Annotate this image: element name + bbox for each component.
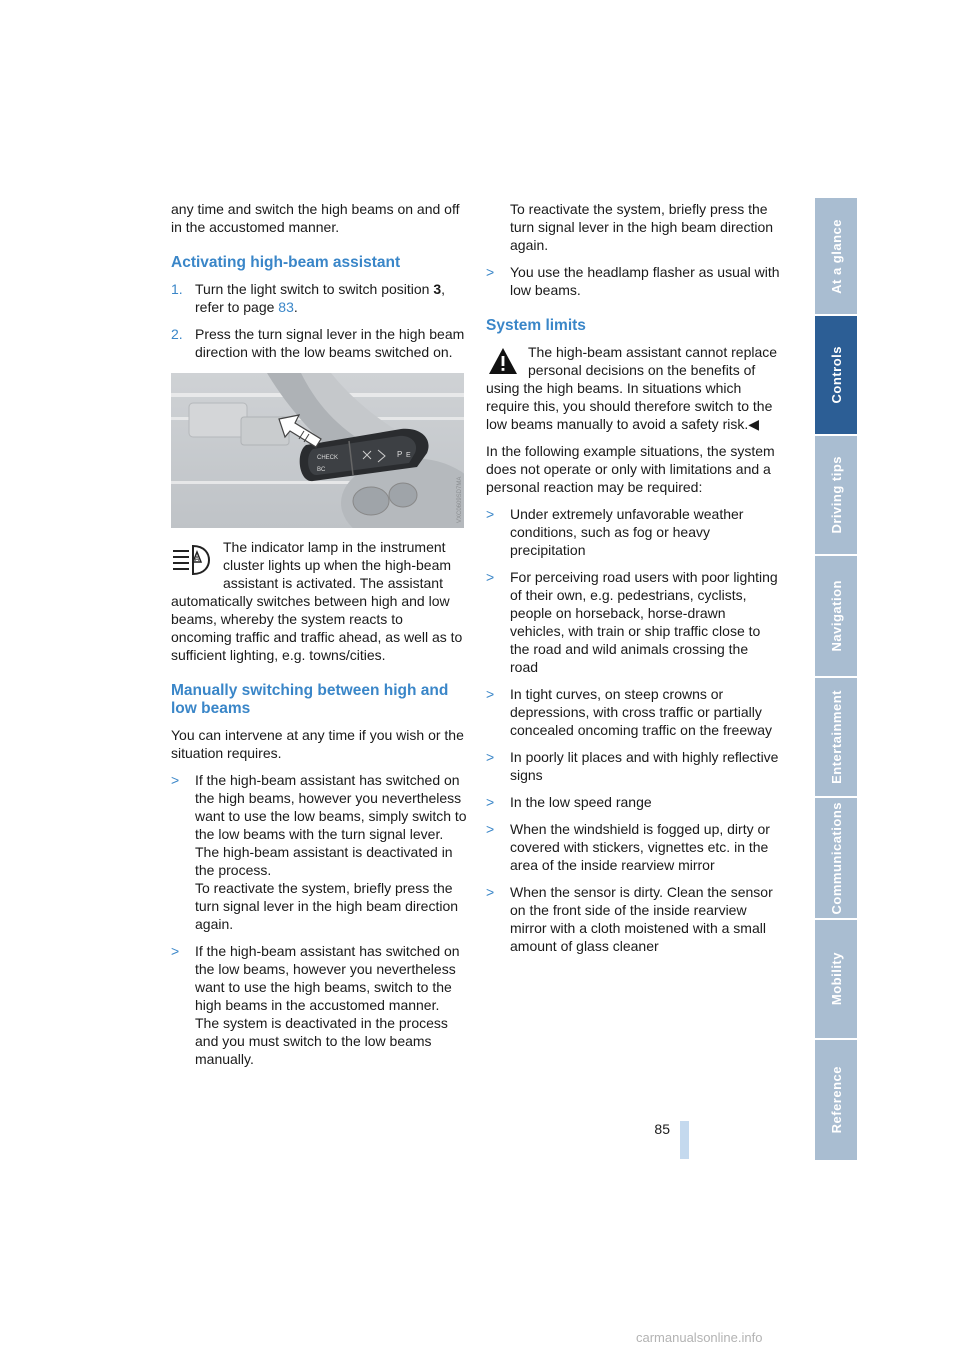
list-item: > You use the headlamp flasher as usual with low beams. [486,264,780,298]
tab-mobility[interactable]: Mobility [815,920,857,1038]
reactivate-text: To reactivate the system, briefly press the turn signal lever in the high beam direction again. [510,201,774,253]
tab-reference[interactable]: Reference [815,1040,857,1160]
check-label: CHECK [317,455,339,461]
tab-at-a-glance[interactable]: At a glance [815,198,857,314]
tab-driving-tips[interactable]: Driving tips [815,436,857,554]
list-item: > If the high-beam assistant has switched on the high beams, however you nevertheless want to use the low beams, simply switch to the low beams with the turn signal lever. The high-beam assistant is deactivated in the process. To reactivate the system, briefly press the turn signal lever in the high beam direction again. [171,772,467,932]
indicator-text: The indicator lamp in the instrument cluster lights up when the high-beam assistant is activated. The assistant automatically switches between high and low beams, whereby the system reacts to oncoming traffic and traffic ahead, as well as to sufficient lighting, e.g. towns/cities. [171,539,463,663]
page-number-bar [680,1121,689,1159]
list-item: > If the high-beam assistant has switched on the low beams, however you nevertheless want to use the high beams, switch to the high beams in the accustomed manner. The system is deactivated in the process and you must switch to the low beams manually. [171,943,460,1067]
page-link[interactable]: 83 [278,299,294,315]
step-1: 1. Turn the light switch to switch position 3, refer to page 83. [171,281,446,315]
list-item: > Under extremely unfavorable weather conditions, such as fog or heavy precipitation [486,506,744,558]
p-label: P [397,450,403,459]
end-marker: ◀ [748,416,760,432]
heading-manual: Manually switching between high and low beams [171,682,449,717]
left-column [171,200,467,1077]
manual-intro: You can intervene at any time if you wish or the situation requires. [171,727,464,761]
warning-icon [488,347,518,375]
activation-steps [171,280,467,361]
warning-text: The high-beam assistant cannot replace personal decisions on the benefits of using the high beams. In situations which require this, you should therefore switch to the low beams manually to avoid a safety risk.◀ [486,344,778,432]
heading-activating: Activating high-beam assistant [171,254,401,271]
svg-text:A: A [194,556,200,563]
tab-communications[interactable]: Communications [815,798,857,918]
tab-controls[interactable]: Controls [815,316,857,434]
watermark: carmanualsonline.info [636,1330,763,1345]
page-number: 85 [654,1121,670,1137]
flasher-bullets [486,263,780,299]
list-item: > For perceiving road users with poor lighting of their own, e.g. pedestrians, cyclists, people on horseback, horse-drawn vehicles, with train or ship traffic close to the road and wild animals crossing the road [486,569,778,675]
heading-limits: System limits [486,317,586,334]
e-label: E [406,452,411,459]
limits-list [486,505,780,955]
limits-intro: In the following example situations, the system does not operate or only with limitations and a personal reaction may be required: [486,443,775,495]
turn-signal-lever-image [171,373,464,528]
image-code: VXC0609SD7MA [457,476,463,523]
step-2: 2. Press the turn signal lever in the high beam direction with the low beams switched on. [171,326,465,360]
list-item: > In poorly lit places and with highly reflective signs [486,749,779,783]
manual-bullets [171,771,467,1068]
tab-entertainment[interactable]: Entertainment [815,678,857,796]
list-item: > When the windshield is fogged up, dirty or covered with stickers, vignettes etc. in the area of the inside rearview mirror [486,821,770,873]
high-beam-assistant-icon [171,540,211,580]
list-item: > When the sensor is dirty. Clean the sensor on the front side of the inside rearview mirror with a cloth moistened with a small amount of glass cleaner [486,884,773,954]
bc-label: BC [317,467,326,473]
tab-navigation[interactable]: Navigation [815,556,857,676]
chapter-tabs [815,198,857,1160]
intro-text: any time and switch the high beams on and off in the accustomed manner. [171,201,460,235]
warning-section [486,343,780,433]
indicator-section [171,538,467,664]
right-column [486,200,780,964]
list-item: > In tight curves, on steep crowns or depressions, with cross traffic or partially concealed oncoming traffic on the freeway [486,686,773,738]
list-item: > In the low speed range [486,794,652,810]
